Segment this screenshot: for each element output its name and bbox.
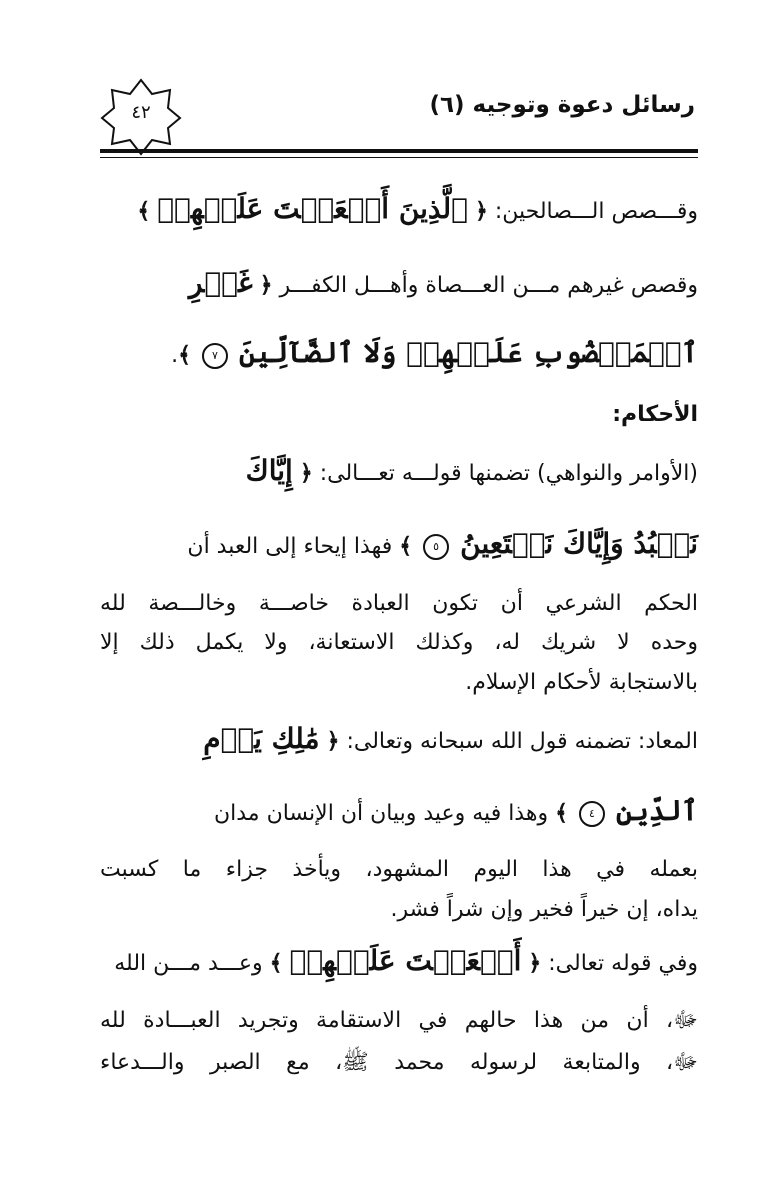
section-heading-ahkam: الأحكام:: [612, 402, 698, 427]
quran-open-bracket: ﴿: [528, 951, 542, 976]
ayah-number-marker: ٤: [579, 801, 605, 827]
body-text: المعاد: تضمنه قول الله سبحانه وتعالى:: [339, 729, 698, 754]
running-title: رسائل دعوة وتوجيه (٦): [429, 92, 695, 118]
body-text: فهذا إيحاء إلى العبد أن: [187, 534, 400, 559]
text-line-11: [100, 794, 698, 831]
text-line-9: بالاستجابة لأحكام الإسلام.: [465, 670, 698, 695]
page-number: ٤٢: [131, 102, 151, 123]
header-rule-thin: [100, 157, 698, 158]
quran-verse: أَنۡعَمۡتَ عَلَيۡهِمۡ: [289, 944, 522, 977]
body-text: (الأوامر والنواهي) تضمنها قولـــه تعـــالى:: [312, 461, 698, 486]
text-line-6: [100, 527, 698, 564]
quran-verse: غَيۡرِ: [188, 266, 253, 299]
quran-open-bracket: ﴿: [259, 273, 273, 298]
quran-verse: ٱلدِّينِ: [615, 794, 698, 827]
quran-open-bracket: ﴿: [299, 461, 313, 486]
text-line-12: بعمله في هذا اليوم المشهود، ويأخذ جزاء ما كسبت: [100, 857, 698, 882]
body-text: وقـــصص الـــصالحين:: [487, 199, 698, 224]
text-line-7: الحكم الشرعي أن تكون العبادة خاصـــة وخالـــصة لله: [100, 591, 698, 616]
page-number-badge: [100, 78, 182, 156]
quran-close-bracket: ﴾: [178, 343, 192, 368]
text-line-14: [100, 944, 698, 981]
body-text: وعـــد مـــن الله: [114, 951, 270, 976]
quran-close-bracket: ﴾: [555, 801, 568, 826]
quran-verse: مَٰلِكِ يَوۡمِ: [203, 722, 320, 755]
body-text: وقصص غيرهم مـــن العـــصاة وأهـــل الكفـــر: [272, 273, 698, 298]
header-rule-thick: [100, 149, 698, 153]
quran-verse: ٱلَّذِينَ أَنۡعَمۡتَ عَلَيۡهِمۡ: [157, 192, 468, 225]
quran-verse: إِيَّاكَ: [245, 454, 293, 487]
text-line-3: [100, 336, 698, 373]
text-line-10: [100, 722, 698, 759]
text-line-13: يداه، إن خيراً فخير وإن شراً فشر.: [390, 897, 698, 922]
quran-verse: نَعۡبُدُ وَإِيَّاكَ نَسۡتَعِينُ: [460, 527, 698, 560]
quran-verse: ٱلۡمَغۡضُوبِ عَلَيۡهِمۡ وَلَا ٱلضَّآلِّينَ: [239, 336, 698, 369]
quran-open-bracket: ﴿: [326, 729, 340, 754]
quran-close-bracket: ﴾: [269, 951, 283, 976]
text-line-16: ﷻ، والمتابعة لرسوله محمد ﷺ، مع الصبر والـــدعاء: [100, 1050, 698, 1075]
quran-close-bracket: ﴾: [137, 199, 151, 224]
ayah-number-marker: ٥: [423, 534, 449, 560]
body-text: وهذا فيه وعيد وبيان أن الإنسان مدان: [213, 801, 556, 826]
body-text: وفي قوله تعالى:: [541, 951, 698, 976]
text-line-2: [100, 266, 698, 303]
text-line-15: ﷻ، أن من هذا حالهم في الاستقامة وتجريد العبـــادة لله: [100, 1008, 698, 1033]
text-line-5: [100, 454, 698, 491]
quran-close-bracket: ﴾: [399, 534, 413, 559]
body-text: .: [171, 343, 179, 368]
page-header: [100, 78, 695, 138]
ayah-number-marker: ٧: [202, 343, 228, 369]
text-line-1: [100, 192, 698, 229]
quran-open-bracket: ﴿: [474, 199, 488, 224]
text-line-8: وحده لا شريك له، وكذلك الاستعانة، ولا يكمل ذلك إلا: [100, 630, 698, 655]
